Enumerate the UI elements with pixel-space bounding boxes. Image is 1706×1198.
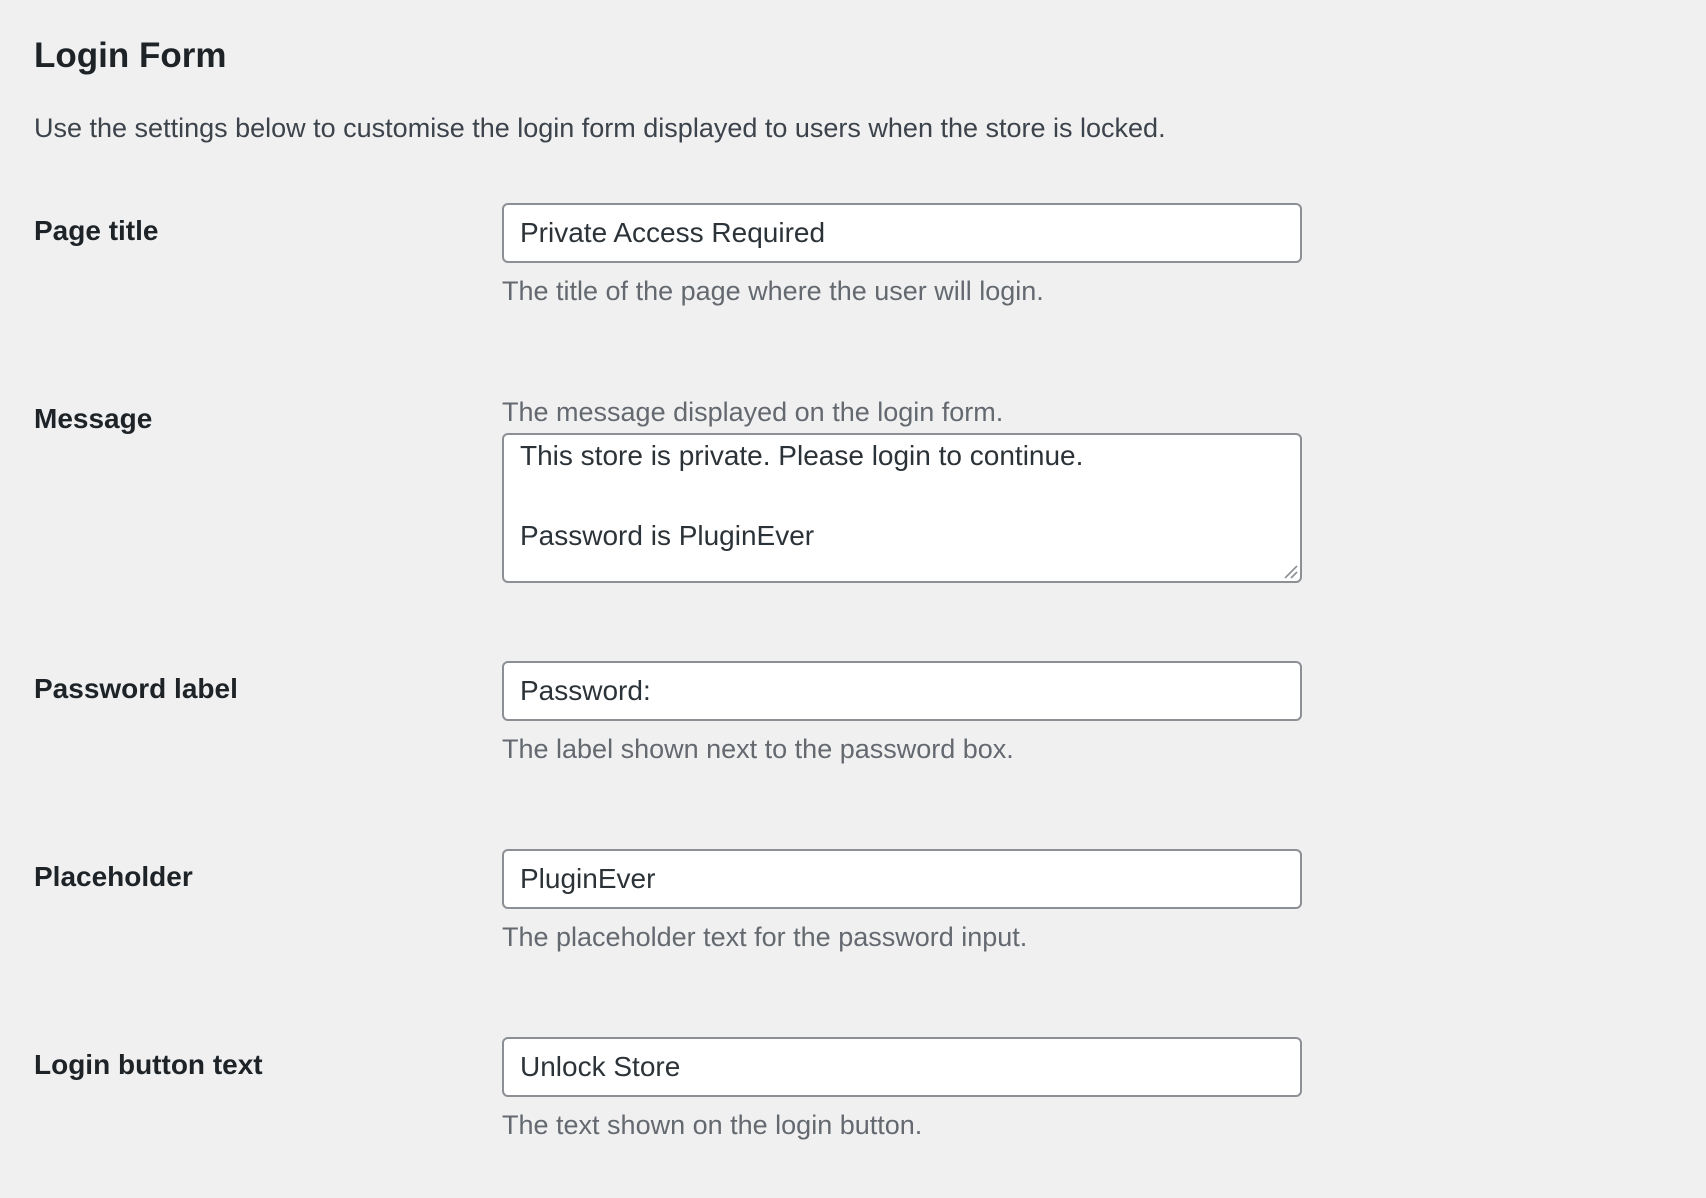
login-button-text-input[interactable] — [502, 1037, 1302, 1097]
section-title: Login Form — [34, 36, 227, 75]
login-button-text-label: Login button text — [34, 1049, 263, 1080]
placeholder-input[interactable] — [502, 849, 1302, 909]
message-label: Message — [34, 403, 153, 434]
message-help: The message displayed on the login form. — [502, 397, 1004, 427]
section-description: Use the settings below to customise the login form displayed to users when the store is locked. — [34, 113, 1166, 143]
password-label-help: The label shown next to the password box. — [502, 734, 1014, 764]
placeholder-label: Placeholder — [34, 861, 193, 892]
password-label-label: Password label — [34, 673, 238, 704]
page-title-input[interactable] — [502, 203, 1302, 263]
password-label-input[interactable] — [502, 661, 1302, 721]
page-title-label: Page title — [34, 215, 159, 246]
login-button-text-help: The text shown on the login button. — [502, 1110, 923, 1140]
page-title-help: The title of the page where the user will login. — [502, 276, 1044, 306]
placeholder-help: The placeholder text for the password input. — [502, 922, 1028, 952]
resize-handle-icon[interactable] — [1282, 563, 1298, 579]
message-textarea[interactable] — [502, 433, 1302, 583]
